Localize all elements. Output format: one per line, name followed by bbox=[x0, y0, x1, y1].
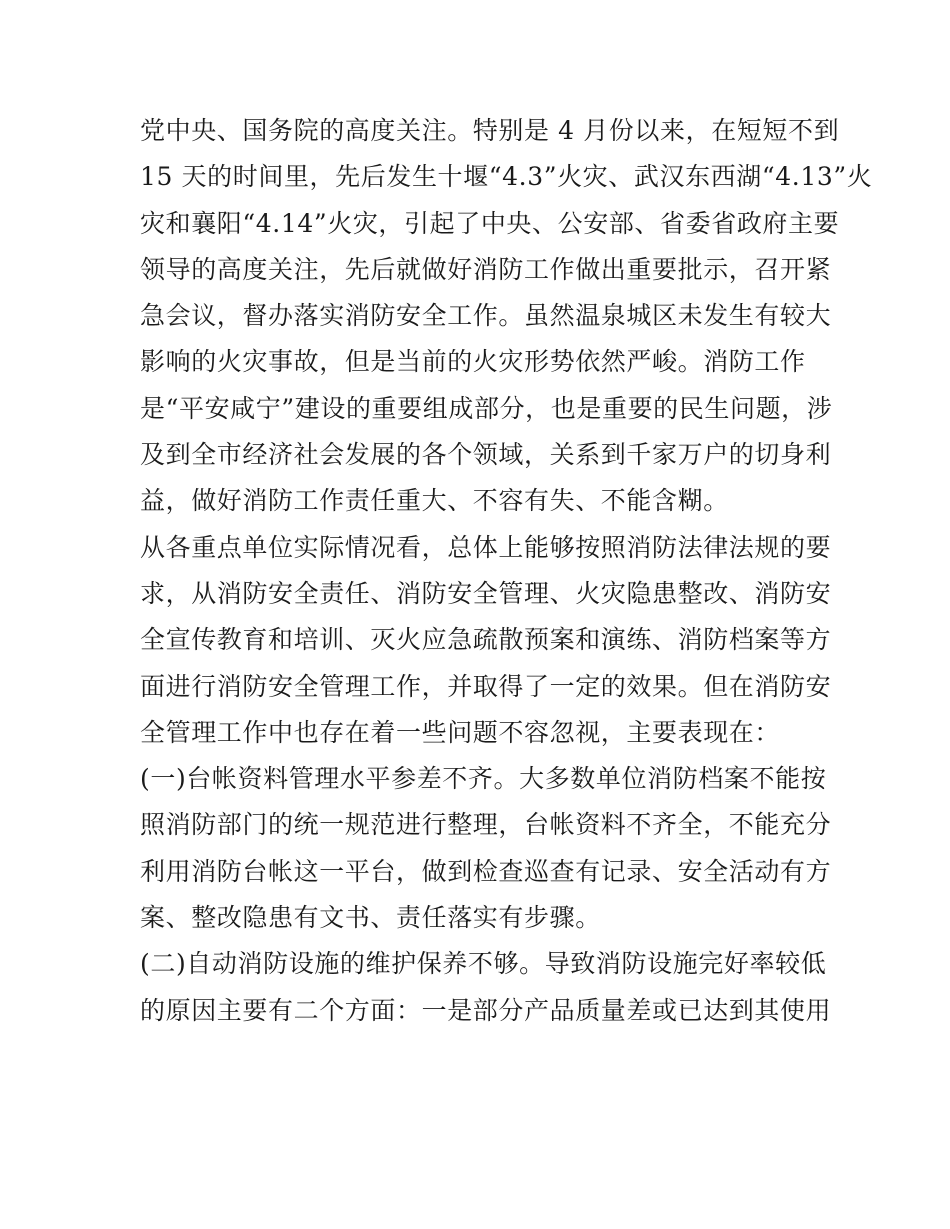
text-line: 求，从消防安全责任、消防安全管理、火灾隐患整改、消防安 bbox=[140, 578, 832, 608]
text-line: 面进行消防安全管理工作，并取得了一定的效果。但在消防安 bbox=[140, 671, 832, 701]
text-line: 党中央、国务院的高度关注。特别是 4 月份以来，在短短不到 bbox=[140, 116, 840, 145]
paragraph-overall-situation bbox=[140, 525, 832, 756]
document-page bbox=[140, 108, 873, 1034]
text-line: 从各重点单位实际情况看，总体上能够按照消防法律法规的要 bbox=[140, 532, 832, 562]
text-line: (二)自动消防设施的维护保养不够。导致消防设施完好率较低 bbox=[140, 949, 827, 979]
text-line: 益，做好消防工作责任重大、不容有失、不能含糊。 bbox=[140, 486, 729, 516]
text-line: 照消防部门的统一规范进行整理，台帐资料不齐全，不能充分 bbox=[140, 810, 832, 840]
text-line: 15 天的时间里，先后发生十堰“4.3”火灾、武汉东西湖“4.13”火 bbox=[140, 162, 873, 192]
text-line: 是“平安咸宁”建设的重要组成部分，也是重要的民生问题，涉 bbox=[140, 393, 833, 423]
text-line: 全管理工作中也存在着一些问题不容忽视，主要表现在： bbox=[140, 717, 781, 747]
text-line: 灾和襄阳“4.14”火灾，引起了中央、公安部、省委省政府主要 bbox=[140, 208, 840, 238]
text-line: 的原因主要有二个方面：一是部分产品质量差或已达到其使用 bbox=[140, 995, 832, 1025]
text-line: (一)台帐资料管理水平参差不齐。大多数单位消防档案不能按 bbox=[140, 764, 827, 794]
paragraph-issue-1-records bbox=[140, 756, 832, 941]
paragraph-issue-2-maintenance bbox=[140, 941, 832, 1034]
text-line: 影响的火灾事故，但是当前的火灾形势依然严峻。消防工作 bbox=[140, 347, 806, 377]
paragraph-fire-situation bbox=[140, 108, 873, 525]
text-line: 案、整改隐患有文书、责任落实有步骤。 bbox=[140, 903, 601, 933]
text-line: 急会议，督办落实消防安全工作。虽然温泉城区未发生有较大 bbox=[140, 301, 832, 331]
text-line: 利用消防台帐这一平台，做到检查巡查有记录、安全活动有方 bbox=[140, 856, 832, 886]
text-line: 及到全市经济社会发展的各个领域，关系到千家万户的切身利 bbox=[140, 440, 832, 470]
text-line: 领导的高度关注，先后就做好消防工作做出重要批示，召开紧 bbox=[140, 254, 832, 284]
text-line: 全宣传教育和培训、灭火应急疏散预案和演练、消防档案等方 bbox=[140, 625, 832, 655]
